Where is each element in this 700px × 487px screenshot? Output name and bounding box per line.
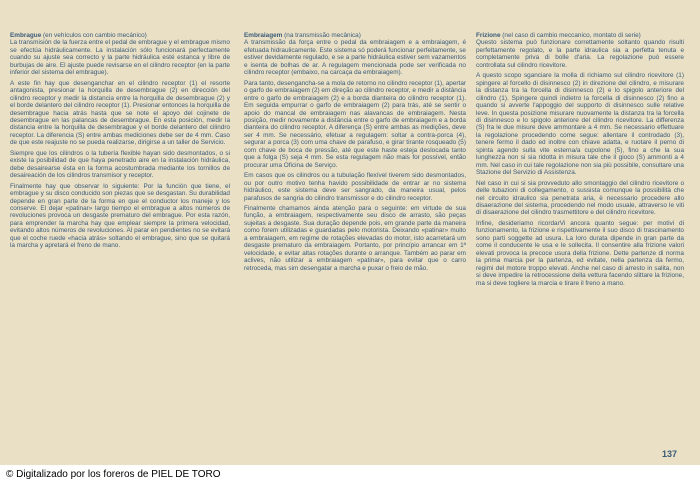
paragraph bbox=[476, 32, 684, 69]
paragraph: A questo scopo sganciare la molla di richiamo sul cilindro ricevitore (1) spingere al forcello di disinnesco (2) in direzione del cilindro, e misurare la distanza tra la forcella di disinnesco (2) e lo spigolo anteriore del cilindro (1). Spingere quindi indietro la forcella di disinnesco (2) fino a quando si avverte l'appoggio del supporto di disinnesco sulle relative leve. In questa posizione misurare nuovamente la distanza tra la forcella di disinnesco e lo spigolo anteriore del cilindro ricevitore. La differenza (S) fra le due misure deve ammontare a 4 mm. Se necessario effettuare la regolazione procedendo come segue: allentare il controdado (3), tenere fermo il dado ed inoltre con chiave adatta, e ruotare il perno di spinta agendo sulla vite esterna/a cupolone (5), fino a che la sua lunghezza non si sia ridotta in misura tale che il gioco (S) ammonti a 4 mm. Nel caso in cui tale regolazione non sia più possibile, consultare una Stazione del Servizio di Assistenza. bbox=[476, 72, 684, 177]
column-portuguese bbox=[244, 32, 466, 275]
column-spanish bbox=[10, 32, 230, 253]
paragraph: A este fin hay que desenganchar en el cilindro receptor (1) el resorte antagonista, presionar la horquilla de desembrague (2) en dirección del cilindro receptor y medir la distancia entre la horquilla de desembrague (2) y el borde delantero del cilindro receptor (1). Presionar entonces la horquilla de desembrague hacia atrás hasta que se note el apoyo del cojinete de desembrague en las palancas de desembrague. En esta posición, medir la distancia entre la horquilla de desembrague y el borde delantero del cilindro receptor. La diferencia (S) entre ambas mediciones debe ser de 4 mm. Caso de que este reajuste no se pueda realizarse, dirigirse a un taller de Servicio. bbox=[10, 79, 230, 147]
paragraph-text: Questo sistema può funzionare correttamente soltanto quando risulti perfettamente regolato, e la parte idraulica sia a perfetta tenuta e completamente priva di bolle d'aria. La regolazione può essere controllata sul cilindro ricevitore. bbox=[476, 39, 684, 69]
paragraph: Infine, desideriamo ricordarVi ancora quanto segue: per motivi di funzionamento, la frizione e rispettivamente il suo disco di trascinamento sono parti soggette ad usura. La loro durata dipende in gran parte da come il conducente le usa e le sollecita. Il consentire alla frizione valori elevati provoca la precoce usura della frizione. Dette partenze di norma la prima marcia per la partenza, ed evitate, nella partenza da fermo, regimi del motore troppo elevati. Anche nel caso di arresto in salita, non si deve impedire la retrocessione della vettura facendo slittare la frizione, ma si deve togliere la marcia e tirare il freno a mano. bbox=[476, 219, 684, 287]
section-heading: Embrague bbox=[10, 32, 42, 39]
paragraph bbox=[244, 32, 466, 77]
paragraph: Finalmente hay que observar lo siguiente: Por la función que tiene, el embrague y su disco conducido son piezas que se desgastan. Su durabilidad depende en gran parte de la forma en que el conductor los maneje y los conserve. El dejar «patinar» largo tiempo el embrague a altos números de revoluciones provoca un desgaste prematuro del embrague. Por esta razón, para emprender la marcha hay que emplear siempre la primera velocidad, evitando altos números de revoluciones. Al parar en pendientes no se evitará que el coche ruede «hacia atrás» soltando el embrague, sino que se quitará la marcha y apretará el freno de mano. bbox=[10, 182, 230, 250]
paragraph: Em casos que os cilindros ou a tubulação flexível tiverem sido desmontados, ou por outro motivo tenha havido possibilidade de entrar ar no sistema hidráulico, este sistema deve ser sangrado, da maneira usual, pelos parafusos de sangria do cilindro transmissor e do cilindro receptor. bbox=[244, 172, 466, 202]
section-heading: Embraiagem bbox=[244, 32, 283, 39]
section-heading: Frizione bbox=[476, 32, 501, 39]
section-heading-suffix: (na transmissão mecânica) bbox=[282, 32, 361, 39]
paragraph: Nel caso in cui si sia provveduto allo smontaggio del cilindro ricevitore o delle tubazioni di collegamento, o sussista comunque la possibilità che nel circuito idraulico sia penetrata aria, è necessario procedere allo disaerazione del sistema, procedendo nel modo usuale, attraverso le viti di disaerazione del cilindro trasmettitore e del cilindro ricevitore. bbox=[476, 179, 684, 217]
paragraph-text: La transmisión de la fuerza entre el pedal de embrague y el embrague mismo se efectúa hidráulicamente. La instalación sólo funcionará perfectamente cuando su ajuste sea correcto y la parte hidráulica esté estanca y libre de burbujas de aire. El ajuste puede revisarse en el cilindro receptor (en la parte inferior del sistema del embrague). bbox=[10, 39, 230, 77]
column-italian bbox=[476, 32, 684, 290]
scan-credit: © Digitalizado por los foreros de PIEL DE TORO bbox=[6, 469, 221, 480]
section-heading-suffix: (nel caso di cambio meccanico, montato di serie) bbox=[500, 32, 641, 39]
paragraph: Para tanto, desengancha-se a mola de retorno no cilindro receptor (1), apertar o garfo de embraiagem (2) em direção ao cilindro receptor, e medir a distância entre o garfo de embraiagem (2) e a borda dianteira do cilindro receptor (1). Em seguida empurrar o garfo de embraiagem (2) para trás, até se sentir o apoio do mancal de embraiagem nas alavancas de embraiagem. Nesta posição, medir novamente a distância entre o garfo de embraiagem e a borda dianteira do cilindro receptor. A diferença (S) entre ambas as medições, deve ser 4 mm. Se necessário, efetuar a regulagem: soltar a contra-porca (4), segurar a porca (3) com uma chave de parafuso, e girar tirante rosqueado (5) com chave de boca de pressão, até que este haste esteja deslocada tanto que a folga (S) seja 4 mm. Se esta regulagem não mais for possível, então procurar uma Oficina de Serviço. bbox=[244, 79, 467, 169]
paragraph-text: A transmissão da força entre o pedal da embraiagem e a embraiagem, é efetuada hidraulicamente. Este sistema só poderá funcionar perfeitamente, se estiver devidamente regulado, e se a parte hidráulica estiver sem vazamentos e isenta de bolhas de ar. A regulagem mencionada pode ser verificada no cilindro receptor (embaixo, na carcaça da embraiagem). bbox=[244, 39, 466, 77]
paragraph: Finalmente chamamos ainda atenção para o seguinte: em virtude de sua função, a embraiagem, respectivamente seu disco de arrasto, são peças sujeitas a desgaste. Sua duração depende pois, em grande parte da maneira como forem utilizadas e guardadas pelo motorista. Deixando «patinar» muito a embraiagem, em regime de rotações elevadas do motor, isto acarretará um desgaste prematuro da embraiagem. Portanto, por princípio arrancar em 1ª velocidade, e evitar altas rotações durante o arranque. Também ao parar em aclives, não utilizar a embraiagem «patinar», para evitar que o carro retroceda, mas sim desengatar a marcha e puxar o freio de mão. bbox=[244, 204, 466, 272]
page-number: 137 bbox=[662, 449, 678, 459]
paragraph bbox=[10, 32, 230, 77]
paragraph: Siempre que los cilindros o la tubería flexible hayan sido desmontados, o si existe la posibilidad de que haya penetrado aire en la instalación hidráulica, debe desairearse ésta en la forma acostumbrada mediante los tornillos de desaireación de los cilindros transmisor y receptor. bbox=[10, 149, 230, 180]
section-heading-suffix: (en vehículos con cambio mecánico) bbox=[41, 32, 147, 39]
